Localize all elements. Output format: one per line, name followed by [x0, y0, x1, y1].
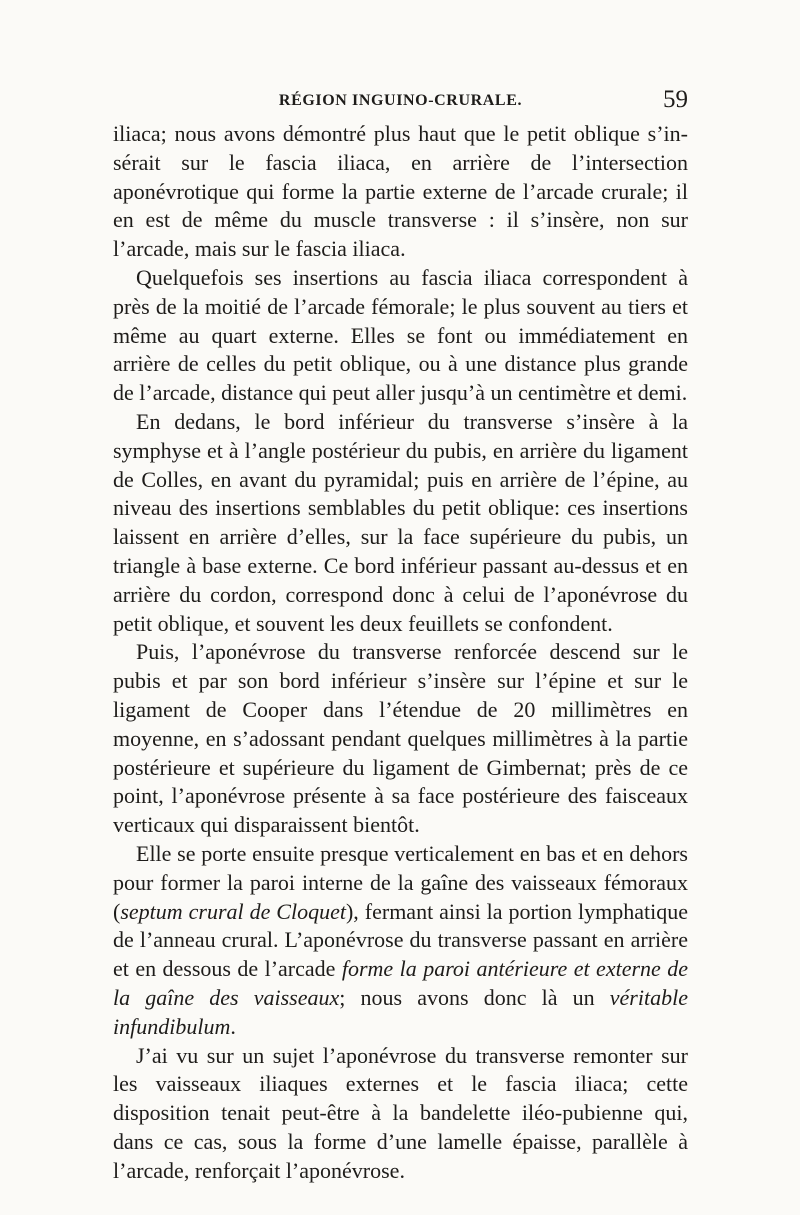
running-head	[113, 86, 688, 116]
paragraph-5-text-c: ; nous avons donc là un	[339, 984, 610, 1010]
paragraph-4: Puis, l’aponévrose du transverse renforcée descend sur le pubis et par son bord inférieur s’insère sur l’épine et sur le ligament de Cooper dans l’étendue de 20 millimètres en moyenne, en s’adossant pendant quelques millimètres à la partie postérieure et supérieure du ligament de Gimbernat; près de ce point, l’aponévrose présente à sa face postérieure des faisceaux verticaux qui disparaissent bientôt.	[113, 639, 688, 838]
page-number: 59	[663, 86, 688, 113]
body-text	[113, 120, 688, 1185]
paragraph-5-italic-paroi: forme la paroi antérieure et externe de la gaîne des vaisseaux	[113, 956, 688, 1010]
paragraph-3: En dedans, le bord inférieur du transverse s’insère à la symphyse et à l’angle postérieur du pubis, en arrière du ligament de Colles, en avant du pyramidal; puis en arrière de l’épine, au niveau des insertions semblables du petit oblique: ces insertions laissent en arrière d’elles, sur la face supérieure du pubis, un triangle à base externe. Ce bord inférieur passant au-dessus et en arrière du cordon, correspond donc à celui de l’aponévrose du petit oblique, et souvent les deux feuillets se confondent.	[113, 408, 688, 636]
running-title: RÉGION INGUINO-CRURALE.	[278, 92, 523, 109]
paragraph-1: iliaca; nous avons démontré plus haut que le petit oblique s’in-sérait sur le fascia iliaca, en arrière de l’intersection aponévrotique qui forme la partie externe de l’arcade crurale; il en est de même du muscle transverse : il s’insère, non sur l’arcade, mais sur le fascia iliaca.	[113, 121, 688, 262]
paragraph-5-text-a: Elle se porte ensuite presque verticalement en bas et en dehors pour former la paroi interne de la gaîne des vaisseaux fémoraux (	[113, 840, 688, 924]
paragraph-6: J’ai vu sur un sujet l’aponévrose du transverse remonter sur les vaisseaux iliaques externes et le fascia iliaca; cette disposition tenait peut-être à la bandelette iléo-pubienne qui, dans ce cas, sous la forme d’une lamelle épaisse, parallèle à l’arcade, renforçait l’aponévrose.	[113, 1042, 688, 1183]
paragraph-2: Quelquefois ses insertions au fascia iliaca correspondent à près de la moitié de l’arcade fémorale; le plus souvent au tiers et même au quart externe. Elles se font ou immédiatement en arrière de celles du petit oblique, ou à une distance plus grande de l’arcade, distance qui peut aller jusqu’à un centimètre et demi.	[113, 264, 688, 406]
paragraph-5-text-d: .	[230, 1013, 236, 1039]
paragraph-5	[113, 840, 688, 1042]
paragraph-5-italic-infundibulum: véritable infundibulum	[113, 984, 688, 1039]
paragraph-5-italic-septum: septum crural de Cloquet	[120, 898, 346, 924]
paragraph-5-text-b: ), fermant ainsi la portion lymphatique de l’anneau crural. L’aponévrose du transverse passant en arrière et en dessous de l’arcade	[113, 898, 688, 982]
